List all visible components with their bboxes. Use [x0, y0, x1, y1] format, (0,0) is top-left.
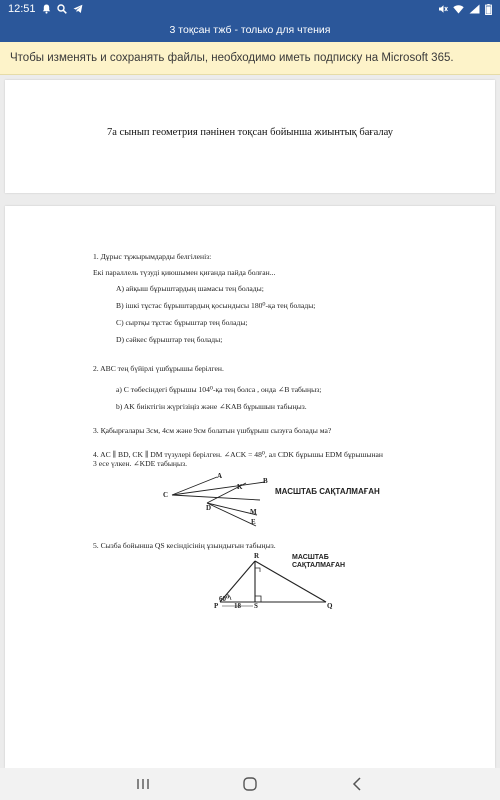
back-button[interactable]	[342, 769, 372, 799]
home-button[interactable]	[235, 769, 265, 799]
q1-option-c: C) сыртқы тұстас бұрыштар тең болады;	[116, 318, 248, 327]
q4-label-b: B	[263, 477, 268, 485]
q2-part-a: a) C төбесіндегі бұрышы 104⁰-қа тең болса , онда ∠B табыңыз;	[116, 385, 322, 394]
q5-label-s: S	[254, 602, 258, 610]
q2-title: 2. ABC тең бүйірлі үшбұрышы берілген.	[93, 364, 224, 373]
document-page-1	[5, 80, 495, 193]
subscription-banner-text: Чтобы изменять и сохранять файлы, необходимо иметь подписку на Microsoft 365.	[10, 52, 454, 64]
q4-line1: 4. AC ∥ BD, CK ∥ DM түзулері берілген. ∠ACK = 48⁰, ал CDK бұрышы EDM бұрышынан	[93, 450, 383, 459]
document-page-2	[5, 206, 495, 768]
document-title-bar	[0, 18, 500, 42]
q5-label-ps-length: 18	[234, 602, 241, 610]
q4-label-c: C	[163, 491, 169, 499]
q1-option-d: D) сәйкес бұрыштар тең болады;	[116, 335, 223, 344]
search-icon	[57, 4, 67, 14]
status-time: 12:51	[8, 3, 36, 15]
q4-label-d: D	[206, 504, 212, 512]
back-icon	[352, 777, 362, 791]
q1-option-a: A) айқыш бұрыштардың шамасы тең болады;	[116, 284, 264, 293]
page-title: 7а сынып геометрия пәнінен тоқсан бойынша жиынтық бағалау	[106, 127, 394, 138]
subscription-banner[interactable]	[0, 42, 500, 75]
navigation-bar	[0, 768, 500, 800]
q5-label-q: Q	[327, 602, 333, 610]
wifi-icon	[453, 4, 464, 14]
home-icon	[242, 776, 258, 792]
signal-icon	[469, 4, 480, 14]
mute-icon	[438, 4, 448, 14]
notification-bell-icon	[42, 4, 51, 14]
q4-label-a: A	[217, 472, 223, 480]
q1-option-b: B) ішкі тұстас бұрыштардың қосындысы 180⁰-қа тең болады;	[116, 301, 316, 310]
recent-apps-icon	[136, 778, 150, 790]
q4-label-k: K	[237, 483, 243, 491]
q1-intro: Екі параллель түзуді қиюшымен қиғанда пайда болған...	[93, 268, 276, 277]
q4-scale-note: МАСШТАБ САҚТАЛМАҒАН	[275, 487, 380, 496]
status-right	[438, 4, 492, 15]
q5-label-r: R	[254, 552, 260, 560]
telegram-icon	[73, 4, 83, 14]
document-title: 3 тоқсан тжб - только для чтения	[169, 24, 331, 36]
q2-part-b: b) AK биіктігін жүргізіңіз және ∠KAB бұрышын табыңыз.	[116, 402, 307, 411]
status-bar	[0, 0, 500, 18]
q4-label-m: M	[250, 508, 257, 516]
q5-scale-note-line1: МАСШТАБ	[292, 554, 329, 561]
q4-line2: 3 есе үлкен. ∠KDE табыңыз.	[93, 459, 187, 468]
q5-scale-note-line2: САҚТАЛМАҒАН	[292, 562, 346, 569]
status-left	[8, 3, 83, 15]
q1-title: 1. Дұрыс тұжырымдарды белгіленіз:	[93, 252, 212, 261]
q5-label-p: P	[214, 602, 219, 610]
q5-label-angle: 60⁰	[219, 595, 230, 603]
recent-apps-button[interactable]	[128, 769, 158, 799]
q3-text: 3. Қабырғалары 3см, 4см және 9см болатын үшбұрыш сызуға болады ма?	[93, 426, 332, 435]
battery-icon	[485, 4, 492, 15]
q5-text: 5. Сызба бойынша QS кесіндісінің ұзындығын табыңыз.	[93, 541, 276, 550]
q4-label-e: E	[251, 518, 256, 526]
